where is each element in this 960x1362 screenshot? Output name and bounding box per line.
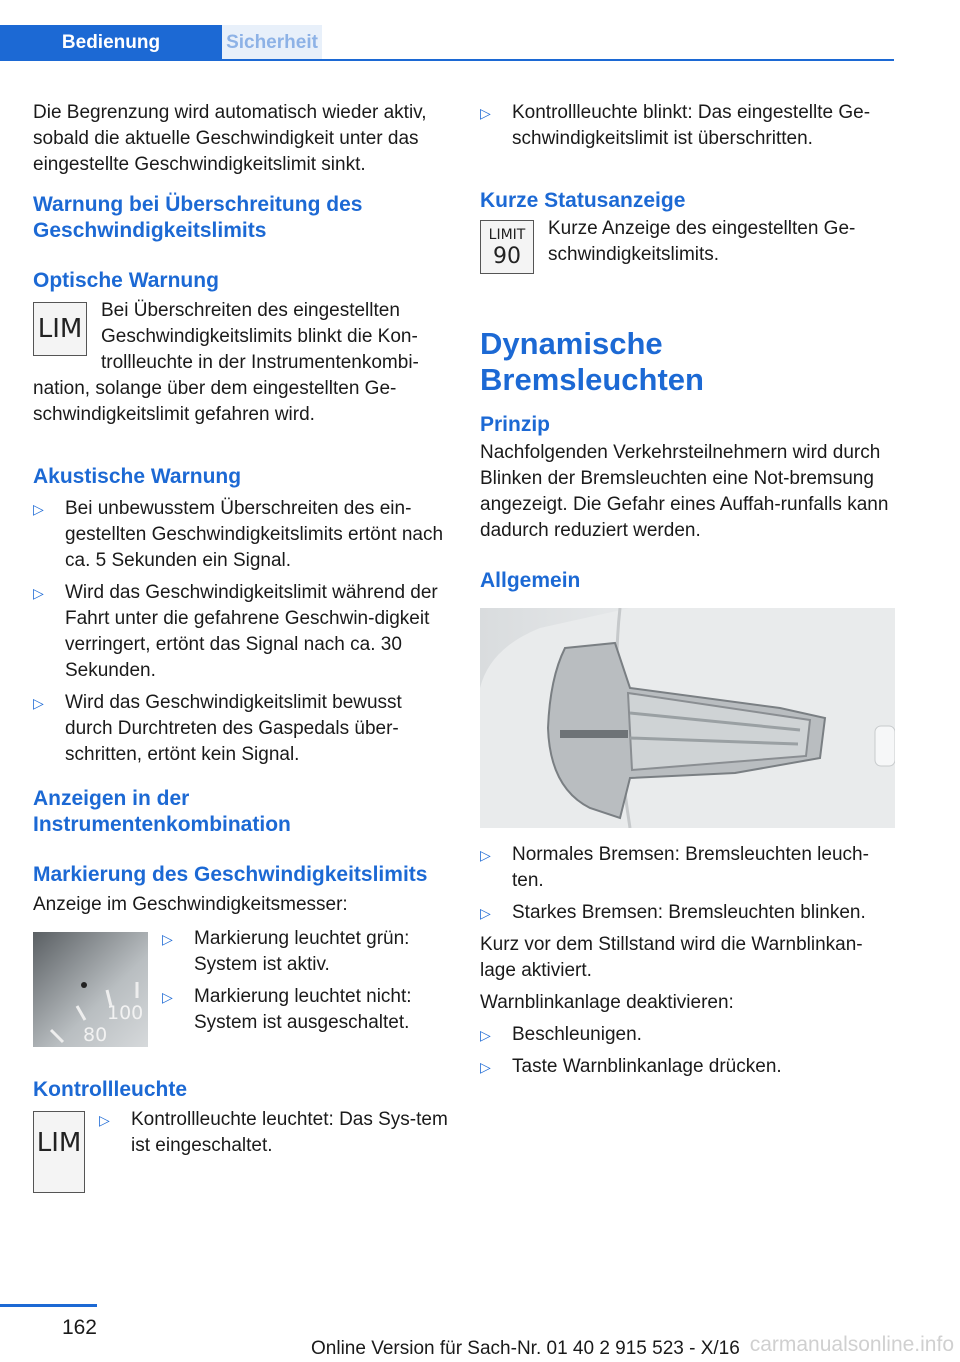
optisch-block — [33, 298, 448, 428]
list-item: ▷ Bei unbewusstem Überschreiten des ein-gestellten Geschwindigkeitslimits ertönt nach ca. 5 Sekunden ein Signal. — [33, 498, 444, 571]
prinzip-text: Nachfolgenden Verkehrsteilnehmern wird durch Blinken der Bremsleuchten eine Not-bremsung angezeigt. Die Gefahr eines Auffah-runfalls kann dadurch reduziert werden. — [480, 442, 889, 541]
triangle-bullet-icon: ▷ — [480, 905, 491, 921]
triangle-bullet-icon: ▷ — [480, 847, 491, 863]
list-item: ▷ Normales Bremsen: Bremsleuchten leuch-ten. — [480, 844, 869, 891]
gauge-number: 80 — [83, 1024, 108, 1046]
tail-light-image — [480, 608, 895, 828]
list-item: ▷ Markierung leuchtet nicht: System ist ausgeschaltet. — [162, 986, 412, 1033]
header-divider — [0, 59, 894, 61]
gauge-number: 100 — [107, 1002, 144, 1024]
left-column — [33, 100, 448, 1199]
heading-optische-warnung: Optische Warnung — [33, 269, 219, 292]
tail-light-icon — [480, 608, 895, 828]
list-item: ▷ Kontrollleuchte blinkt: Das eingestellte Ge-schwindigkeitslimit ist überschritten. — [480, 102, 871, 149]
heading-kurze-statusanzeige: Kurze Statusanzeige — [480, 189, 686, 212]
triangle-bullet-icon: ▷ — [99, 1112, 110, 1128]
list-item: ▷ Kontrollleuchte leuchtet: Das Sys-tem ist eingeschaltet. — [99, 1109, 448, 1156]
online-version-note: Online Version für Sach-Nr. 01 40 2 915 523 - X/16 — [311, 1338, 740, 1359]
triangle-bullet-icon: ▷ — [162, 989, 173, 1005]
list-item: ▷ Wird das Geschwindigkeitslimit während der Fahrt unter die gefahrene Geschwin-digkeit verringert, ertönt das Signal nach ca. 30 Sekunden. — [33, 582, 438, 681]
list-item: ▷ Wird das Geschwindigkeitslimit bewusst durch Durchtreten des Gaspedals über-schritten, ertönt kein Signal. — [33, 692, 402, 765]
list-item: ▷ Taste Warnblinkanlage drücken. — [480, 1054, 895, 1080]
watermark: carmanualsonline.info — [749, 1333, 954, 1356]
akustisch-list — [33, 496, 448, 768]
intro-paragraph: Die Begrenzung wird automatisch wieder aktiv, sobald die aktuelle Geschwindigkeit unter das eingestellte Geschwindigkeitslimit sinkt. — [33, 102, 427, 175]
heading-markierung: Markierung des Geschwindigkeitslimits — [33, 863, 428, 886]
stillstand-text: Kurz vor dem Stillstand wird die Warnblinkan-lage aktiviert. — [480, 934, 863, 981]
tab-sicherheit[interactable]: Sicherheit — [222, 25, 322, 61]
markierung-list — [162, 926, 448, 1036]
kurz-block — [480, 216, 895, 280]
kurz-text: Kurze Anzeige des eingestellten Ge-schwindigkeitslimits. — [548, 218, 856, 265]
header-tabs — [0, 25, 894, 61]
markierung-text: Anzeige im Geschwindigkeitsmesser: — [33, 894, 348, 915]
triangle-bullet-icon: ▷ — [480, 105, 491, 121]
deakt-list — [480, 1022, 895, 1080]
limit-90-icon: LIMIT 90 — [480, 220, 534, 274]
heading-warnung: Warnung bei Überschreitung des Geschwindigkeitslimits — [33, 193, 363, 242]
kontroll-list — [99, 1107, 448, 1159]
markierung-block — [33, 926, 448, 1047]
triangle-bullet-icon: ▷ — [162, 931, 173, 947]
heading-kontrollleuchte: Kontrollleuchte — [33, 1078, 188, 1101]
heading-allgemein: Allgemein — [480, 569, 581, 592]
lim-icon: LIM — [33, 302, 87, 356]
blink-list — [480, 100, 895, 152]
deaktivieren-text: Warnblinkanlage deaktivieren: — [480, 992, 734, 1013]
page-number: 162 — [61, 1316, 97, 1339]
heading-anzeigen: Anzeigen in der Instrumentenkombination — [33, 787, 291, 836]
triangle-bullet-icon: ▷ — [480, 1027, 491, 1043]
kontroll-block — [33, 1107, 448, 1199]
triangle-bullet-icon: ▷ — [480, 1059, 491, 1075]
right-column — [480, 100, 895, 1080]
brems-list — [480, 842, 895, 926]
footer-divider — [0, 1304, 97, 1307]
tab-bedienung[interactable]: Bedienung — [0, 25, 222, 61]
lim-icon: LIM — [33, 1111, 85, 1193]
triangle-bullet-icon: ▷ — [33, 585, 44, 601]
list-item: ▷ Markierung leuchtet grün: System ist aktiv. — [162, 928, 410, 975]
optisch-text: Bei Überschreiten des eingestellten Geschwindigkeitslimits blinkt die Kon-trollleuchte in der Instrumentenkombi-nation, solange über dem eingestellten Ge-schwindigkeitslimit gefahren wird. — [33, 300, 419, 425]
list-item: ▷ Beschleunigen. — [480, 1022, 895, 1048]
triangle-bullet-icon: ▷ — [33, 695, 44, 711]
triangle-bullet-icon: ▷ — [33, 501, 44, 517]
heading-prinzip: Prinzip — [480, 413, 551, 436]
speedometer-image — [33, 932, 148, 1047]
list-item: ▷ Starkes Bremsen: Bremsleuchten blinken. — [480, 900, 895, 926]
heading-akustische-warnung: Akustische Warnung — [33, 465, 242, 488]
heading-dynamische-bremsleuchten: Dynamische Bremsleuchten — [480, 326, 704, 397]
